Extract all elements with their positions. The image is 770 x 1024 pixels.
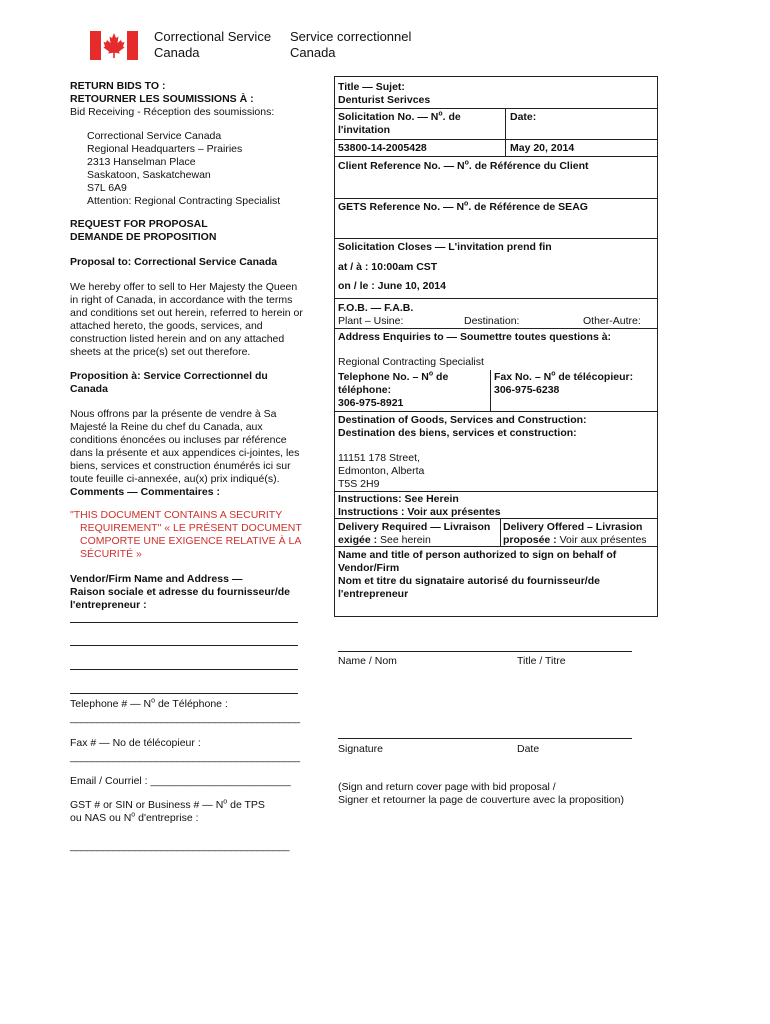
sign-instructions-fr: Signer et retourner la page de couverture avec la proposition) [338, 794, 625, 806]
divider [334, 139, 658, 140]
authorized-line2: Vendor/Firm [338, 562, 400, 574]
vendor-heading [70, 573, 290, 612]
contact-fax-text: Fax No. – N [494, 371, 552, 383]
agency-name-fr-line2: Canada [290, 45, 336, 60]
offer-line: biens, services et construction énumérés ici sur [70, 460, 291, 472]
solicitation-no-label [338, 111, 461, 137]
title-label: Title — Sujet: [338, 81, 405, 93]
security-line: SÉCURITÉ » [80, 548, 142, 560]
offer-line: dans la présente et aux appendices ci-jointes, les [70, 447, 300, 459]
fax-field[interactable]: ___________________________________________ [70, 751, 300, 763]
agency-name-fr [290, 29, 411, 61]
destination-address-line: T5S 2H9 [338, 478, 380, 490]
client-reference-sup: o [464, 159, 469, 167]
security-notice [70, 509, 302, 561]
instructions-en: Instructions: See Herein [338, 493, 459, 505]
gets-reference-rest: . de Référence de SEAG [468, 201, 588, 213]
demande-heading: DEMANDE DE PROPOSITION [70, 231, 217, 243]
offer-line: sheets at the price(s) set out therefore. [70, 346, 251, 358]
contact-fax-value: 306-975-6238 [494, 384, 560, 396]
security-line: "THIS DOCUMENT CONTAINS A SECURITY [70, 509, 283, 521]
return-bids-heading: RETURN BIDS TO : [70, 80, 166, 92]
divider [334, 198, 658, 199]
offer-line: in right of Canada, in accordance with the terms [70, 294, 293, 306]
delivery-offered-label: Delivery Offered – Livrasion [503, 521, 643, 533]
client-reference-text: Client Reference No. — N [338, 160, 465, 172]
telephone-label-sup: o [151, 697, 156, 705]
divider [500, 518, 501, 546]
name-title-line[interactable] [338, 651, 632, 652]
maple-leaf-icon [103, 32, 125, 59]
vendor-field-line[interactable] [70, 645, 298, 646]
delivery-offered-label2: proposée : [503, 534, 560, 546]
vendor-line3: l'entrepreneur : [70, 599, 147, 611]
proposal-to: Proposal to: Correctional Service Canada [70, 256, 278, 268]
delivery-required-label2: exigée : [338, 534, 381, 546]
offer-line: Majesté la Reine du chef du Canada, aux [70, 421, 263, 433]
telephone-label-rest: de Téléphone : [155, 698, 228, 710]
vendor-line2: Raison sociale et adresse du fournisseur/de [70, 586, 290, 598]
solicitation-no-label-sup: o [438, 110, 443, 118]
solicitation-no-label-text: Solicitation No. — N [338, 111, 439, 123]
authorized-line1: Name and title of person authorized to sign on behalf of [338, 549, 617, 561]
divider [334, 108, 658, 109]
vendor-field-line[interactable] [70, 622, 298, 623]
divider [505, 108, 506, 156]
contact-telephone-value: 306-975-8921 [338, 397, 404, 409]
sign-instructions-en: (Sign and return cover page with bid proposal / [338, 781, 556, 793]
date-value: May 20, 2014 [510, 142, 575, 154]
offer-line: construction listed herein and on any attached [70, 333, 285, 345]
date-field-label: Date [517, 743, 540, 755]
divider [334, 491, 658, 492]
address-enquiries-label: Address Enquiries to — Soumettre toutes questions à: [338, 331, 612, 343]
contact-telephone-sup: o [428, 370, 434, 378]
contact-fax [494, 371, 633, 397]
agency-name-en-line1: Correctional Service [154, 29, 272, 44]
gets-reference-label [338, 201, 588, 214]
destination-label: Destination: [464, 315, 520, 327]
offer-line: attached hereto, the goods, services, and [70, 320, 263, 332]
gst-label-sup: o [223, 798, 228, 806]
contact-telephone [338, 371, 448, 410]
address-line: S7L 6A9 [87, 182, 127, 194]
contact-telephone-rest: de [433, 371, 449, 383]
offer-text-en [70, 281, 303, 359]
proposition-heading [70, 370, 268, 396]
closing-time: at / à : 10:00am CST [338, 261, 438, 273]
delivery-offered [503, 521, 647, 547]
offer-text-fr [70, 408, 299, 486]
date-label: Date: [510, 111, 537, 123]
security-line: REQUIREMENT" « LE PRÉSENT DOCUMENT [80, 522, 302, 534]
title-value: Denturist Serivces [338, 94, 431, 106]
name-label: Name / Nom [338, 655, 397, 667]
gst-label-rest: d'entreprise : [135, 812, 199, 824]
retourner-heading: RETOURNER LES SOUMISSIONS À : [70, 93, 254, 105]
offer-line: conditions énoncées ou incluses par référence [70, 434, 287, 446]
address-line: Regional Headquarters – Prairies [87, 143, 243, 155]
agency-name-en [154, 29, 271, 61]
divider [334, 298, 658, 299]
agency-name-en-line2: Canada [154, 45, 200, 60]
instructions-fr: Instructions : Voir aux présentes [338, 506, 501, 518]
offer-line: We hereby offer to sell to Her Majesty the Queen [70, 281, 298, 293]
destination-goods-fr: Destination des biens, services et construction: [338, 427, 577, 439]
authorized-signer-label [338, 549, 616, 601]
divider [334, 328, 658, 329]
destination-goods-en: Destination of Goods, Services and Construction: [338, 414, 587, 426]
proposition-line2: Canada [70, 383, 108, 395]
divider [334, 411, 658, 412]
telephone-field[interactable]: ___________________________________________ [70, 712, 300, 724]
authorized-line4: l'entrepreneur [338, 588, 409, 600]
gst-field[interactable]: _________________________________________ [70, 840, 289, 852]
closing-date: on / le : June 10, 2014 [338, 280, 446, 292]
solicitation-closes-label: Solicitation Closes — L'invitation prend fin [338, 241, 552, 253]
title-field-label: Title / Titre [517, 655, 566, 667]
bid-receiving: Bid Receiving - Réception des soumissions: [70, 106, 275, 118]
sign-instructions [338, 781, 624, 807]
destination-address-line: Edmonton, Alberta [338, 465, 425, 477]
address-line: Saskatoon, Saskatchewan [87, 169, 211, 181]
gst-label [70, 799, 265, 825]
gst-label-rest: de TPS [227, 799, 265, 811]
proposition-line1: Proposition à: Service Correctionnel du [70, 370, 268, 382]
client-reference-label [338, 160, 589, 173]
solicitation-no-label-line2: l'invitation [338, 124, 391, 136]
security-line: COMPORTE UNE EXIGENCE RELATIVE À LA [80, 535, 302, 547]
address-line: 2313 Hanselman Place [87, 156, 196, 168]
other-label: Other-Autre: [583, 315, 641, 327]
authorized-line3: Nom et titre du signataire autorisé du fournisseur/de [338, 575, 600, 587]
contact-title: Regional Contracting Specialist [338, 356, 484, 368]
email-field[interactable]: Email / Courriel : ________________________ [70, 775, 291, 787]
contact-telephone-line2: téléphone: [338, 384, 392, 396]
fax-label: Fax # — No de télécopieur : [70, 737, 201, 749]
gst-label-text: ou NAS ou N [70, 812, 132, 824]
signature-line[interactable] [338, 738, 632, 739]
offer-line: toute feuille ci-annexée, au(x) prix indiqué(s). [70, 473, 280, 485]
plant-label: Plant – Usine: [338, 315, 404, 327]
delivery-required-label: Delivery Required — Livraison [338, 521, 491, 533]
agency-name-fr-line1: Service correctionnel [290, 29, 412, 44]
solicitation-no-value: 53800-14-2005428 [338, 142, 427, 154]
vendor-field-line[interactable] [70, 669, 298, 670]
telephone-label [70, 698, 228, 711]
rfp-heading: REQUEST FOR PROPOSAL [70, 218, 208, 230]
destination-address [338, 452, 424, 491]
destination-goods-label [338, 414, 587, 440]
contact-telephone-text: Telephone No. – N [338, 371, 429, 383]
return-address [87, 130, 280, 208]
divider [490, 370, 491, 411]
gst-label-sup: o [131, 811, 136, 819]
solicitation-no-label-rest: . de [442, 111, 461, 123]
delivery-required-value: See herein [380, 534, 431, 546]
contact-fax-rest: de télécopieur: [555, 371, 634, 383]
gets-reference-text: GETS Reference No. — N [338, 201, 465, 213]
comments-label: Comments — Commentaires : [70, 486, 220, 498]
offer-line: and conditions set out herein, referred to herein or [70, 307, 303, 319]
gets-reference-sup: o [464, 200, 469, 208]
address-line: Attention: Regional Contracting Specialist [87, 195, 281, 207]
vendor-line1: Vendor/Firm Name and Address — [70, 573, 243, 585]
destination-address-line: 11151 178 Street, [338, 452, 420, 464]
delivery-required [338, 521, 490, 547]
instructions [338, 493, 501, 519]
divider [334, 238, 658, 239]
contact-fax-sup: o [551, 370, 556, 378]
delivery-offered-value: Voir aux présentes [559, 534, 647, 546]
vendor-field-line[interactable] [70, 693, 298, 694]
client-reference-rest: . de Référence du Client [468, 160, 589, 172]
fob-label: F.O.B. — F.A.B. [338, 302, 414, 314]
signature-label: Signature [338, 743, 383, 755]
offer-line: Nous offrons par la présente de vendre à Sa [70, 408, 277, 420]
divider [334, 156, 658, 157]
address-line: Correctional Service Canada [87, 130, 222, 142]
gst-label-text: GST # or SIN or Business # — N [70, 799, 224, 811]
telephone-label-text: Telephone # — N [70, 698, 152, 710]
